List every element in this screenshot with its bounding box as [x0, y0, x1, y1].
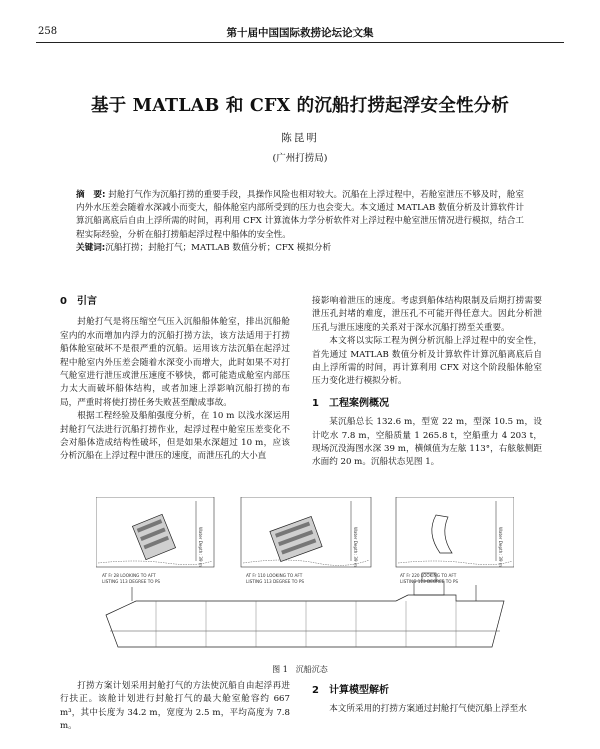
section-1-title: 1 工程案例概况	[312, 397, 389, 409]
journal-header: 第十届中国国际救捞论坛论文集	[226, 27, 374, 39]
abstract-text: 封舱打气作为沉船打捞的重要手段，具操作风险也相对较大。沉船在上浮过程中，若舱室泄压不够及时，舱室内外水压差会随着水深减小而变大，船体舱室内部所受到的压力也会变大。本文通过 MATLAB 数值分析及计算软件计算沉船离底后自由上浮所需的时间，再利用 CFX 计算流体力学分析软件对上浮过程中舱室泄压情况进行模拟，结合工程实际经验，分析在船打捞船起浮过程中船体的安全性。	[76, 190, 525, 240]
depth-label-3: Water Depth: 39 m	[498, 527, 503, 567]
panel1-listing: LISTING 113 DEGREE TO PS	[102, 579, 161, 584]
figure-panel-3	[396, 497, 514, 584]
case-paragraph: 某沉船总长 132.6 m，型宽 22 m，型深 10.5 m，设计吃水 7.8 m，空船质量 1 265.8 t，空船重力 4 203 t，现场沉没海图水深 39 m，横倾值为左舷 113°，右舷舷侧距水面约 20 m。沉船状态见图 1。	[312, 417, 542, 468]
page-number: 258	[38, 26, 58, 37]
paper-title: 基于 MATLAB 和 CFX 的沉船打捞起浮安全性分析	[90, 96, 510, 116]
figure-panel-2	[241, 497, 371, 584]
figure-1	[96, 497, 514, 657]
intro-paragraph-2: 根据工程经验及船舶强度分析，在 10 m 以浅水深运用封舱打气法进行沉船打捞作业，起浮过程中舱室压差变化不会对船体造成结构性破坏，但是如果水深超过 10 m，应该分析沉船在上浮过程中泄压的速度，而泄压孔的大小直	[60, 411, 290, 462]
figure-panel-1	[96, 497, 214, 584]
section-0-title: 0 引言	[60, 296, 97, 307]
abstract-label: 摘 要:	[76, 190, 106, 200]
plan-paragraph: 打捞方案计划采用封舱打气的方法使沉船自由起浮再进行扶正。该舱计划进行封舱打气的最大舱室舱容约 667 m³，其中长度为 34.2 m，宽度为 2.5 m，平均高度为 7.8 m。	[60, 681, 290, 732]
panel2-listing: LISTING 113 DEGREE TO PS	[246, 579, 305, 584]
intro-paragraph-4: 本文将以实际工程为例分析沉船上浮过程中的安全性，首先通过 MATLAB 数值分析及计算软件计算沉船离底后自由上浮所需的时间，再计算利用 CFX 对这个阶段船体舱室压力变化进行模拟分析。	[312, 336, 542, 387]
depth-label-1: Water Depth: 39 m	[198, 527, 203, 567]
affiliation: (广州打捞局)	[272, 153, 328, 164]
left-column	[60, 295, 290, 464]
depth-label-2: Water Depth: 39 m	[353, 527, 358, 567]
model-paragraph: 本文所采用的打捞方案通过封舱打气使沉船上浮至水	[329, 704, 527, 715]
panel3-label: AT Fr 220 LOOKING TO AFT	[400, 573, 457, 578]
panel2-label: AT Fr 110 LOOKING TO AFT	[246, 573, 303, 578]
keywords-text: 沉船打捞；封舱打气；MATLAB 数值分析；CFX 模拟分析	[105, 242, 332, 253]
panel3-listing: LISTING 113 DEGREE TO PS	[400, 579, 459, 584]
ship-profile	[106, 573, 504, 647]
header-rule	[36, 42, 564, 43]
keywords-label: 关键词:	[76, 242, 106, 253]
abstract	[76, 189, 524, 255]
bottom-right-column	[312, 684, 542, 717]
figure-caption: 图 1 沉船沉态	[272, 665, 328, 674]
right-column	[312, 295, 542, 470]
intro-paragraph-3: 接影响着泄压的速度。考虑到船体结构限制及后期打捞需要泄压孔封堵的难度，泄压孔不可能开得任意大。因此分析泄压孔与泄压速度的关系对于深水沉船打捞至关重要。	[312, 296, 542, 333]
intro-paragraph-1: 封舱打气是将压缩空气压入沉船船体舱室，排出沉船舱室内的水而增加内浮力的沉船打捞方法，该方法适用于打捞船体舱室破坏不是很严重的沉船。运用该方法沉船在起浮过程中舱室内外压差会随着水深变小而增大，此时如果不对打气舱室进行泄压或泄压速度不够快，都可能造成舱室内部压力太大而破坏船体结构，或者加速上浮影响沉船打捞的布局，严重时将使打捞任务失败甚至酿成事故。	[60, 317, 290, 408]
author: 陈昆明	[281, 132, 319, 144]
panel1-label: AT Fr 28 LOOKING TO AFT	[102, 573, 156, 578]
section-2-title: 2 计算模型解析	[312, 685, 389, 696]
bottom-left-column	[60, 680, 290, 734]
